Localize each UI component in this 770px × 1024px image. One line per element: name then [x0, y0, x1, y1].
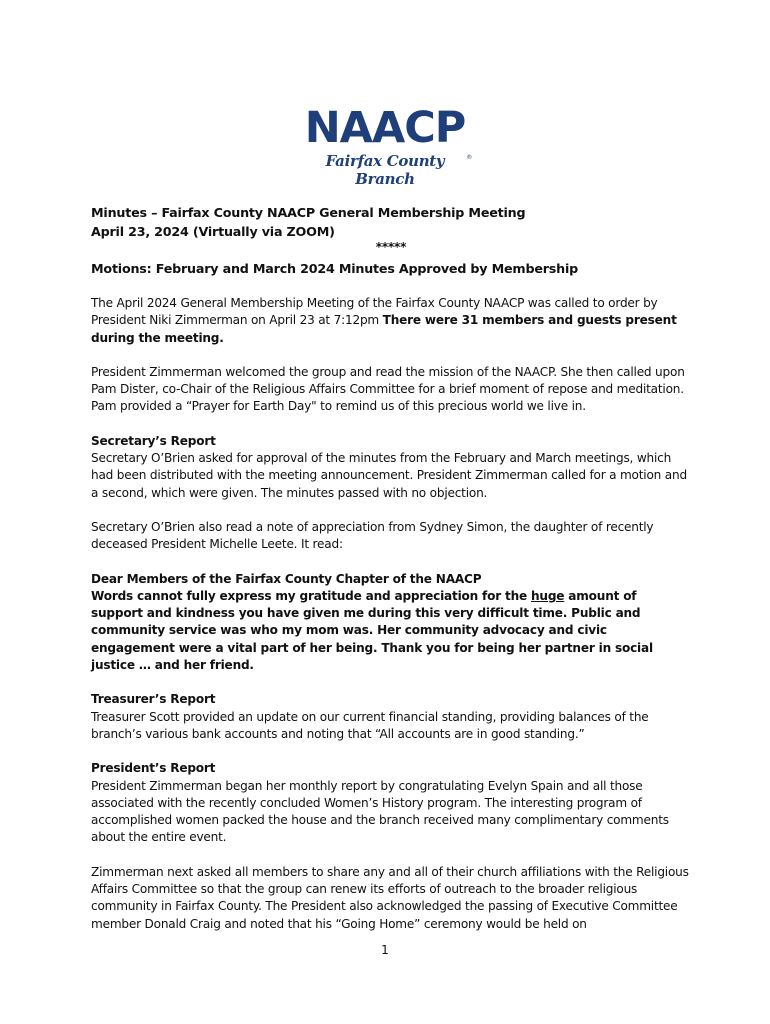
secretary-heading: Secretary’s Report: [91, 433, 216, 448]
meeting-date: April 23, 2024 (Virtually via ZOOM): [91, 224, 335, 239]
secretary-note-paragraph: Secretary O’Brien also read a note of appreciation from Sydney Simon, the daughter of recently deceased President Michelle Leete. It read:: [91, 519, 654, 552]
separator-stars: *****: [375, 240, 407, 254]
intro-paragraph: The April 2024 General Membership Meeting of the Fairfax County NAACP was called to order by President Niki Zimmerman on April 23 at 7:12pm There were 31 members and guests present during the meeting.: [91, 296, 677, 345]
registered-mark: ®: [466, 154, 473, 161]
naacp-logo: [300, 103, 473, 188]
logo-wordmark: NAACP ®: [305, 106, 466, 150]
minutes-body: [91, 203, 691, 933]
letter-body: Words cannot fully express my gratitude and appreciation for the huge amount of support and kindness you have given me during this very difficult time. Public and community service was who my mom was. Her community advocacy and civic engagement were a vital part of her being. Thank you for being her partner in social justice … and her friend.: [91, 588, 653, 673]
welcome-paragraph: President Zimmerman welcomed the group and read the mission of the NAACP. She then called upon Pam Dister, co-Chair of the Religious Affairs Committee for a brief moment of repose and meditation. Pam provided a “Prayer for Earth Day" to remind us of this precious world we live in.: [91, 364, 685, 414]
president-heading: President’s Report: [91, 761, 216, 776]
president-paragraph-2: Zimmerman next asked all members to share any and all of their church affiliations with the Religious Affairs Committee so that the group can renew its efforts of outreach to the broader religious community in Fairfax County. The President also acknowledged the passing of Executive Committee member Donald Craig and noted that his “Going Home” ceremony would be held on: [91, 864, 689, 931]
treasurer-heading: Treasurer’s Report: [91, 692, 216, 707]
letter-salutation: Dear Members of the Fairfax County Chapter of the NAACP: [91, 571, 482, 586]
secretary-paragraph: Secretary O’Brien asked for approval of the minutes from the February and March meetings, which had been distributed with the meeting announcement. President Zimmerman called for a motion and a second, which were given. The minutes passed with no objection.: [91, 451, 687, 500]
page-number: 1: [381, 943, 389, 957]
president-paragraph: President Zimmerman began her monthly report by congratulating Evelyn Spain and all those associated with the recently concluded Women’s History program. The interesting program of accomplished women packed the house and the branch received many complimentary comments about the entire event.: [91, 778, 669, 845]
document-title: Minutes – Fairfax County NAACP General Membership Meeting: [91, 205, 526, 220]
motions-heading: Motions: February and March 2024 Minutes Approved by Membership: [91, 261, 579, 276]
treasurer-paragraph: Treasurer Scott provided an update on our current financial standing, providing balances of the branch’s various bank accounts and noting that “All accounts are in good standing.”: [91, 709, 649, 741]
logo-branch-name: Fairfax County Branch: [325, 152, 445, 188]
